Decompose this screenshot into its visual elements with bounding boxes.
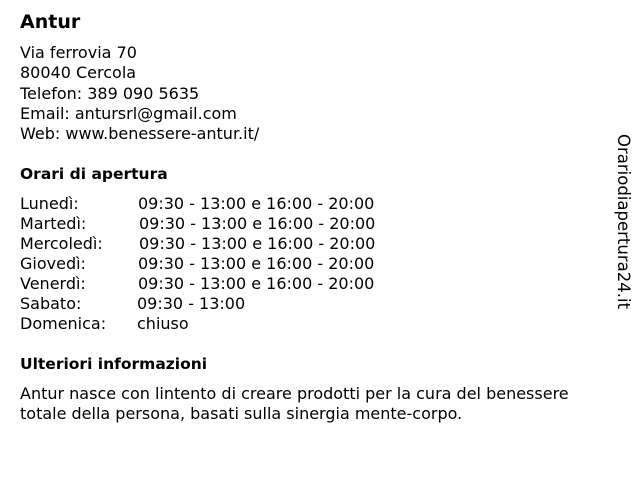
business-name: Antur <box>20 11 81 33</box>
additional-info-text <box>20 384 620 424</box>
phone-line: Telefon: 389 090 5635 <box>20 83 200 103</box>
info-line: Antur nasce con lintento di creare prodotti per la cura del benessere <box>20 384 569 403</box>
day-label: Venerdì: <box>20 274 86 293</box>
time-range: 09:30 - 13:00 e 16:00 - 20:00 <box>138 274 375 293</box>
time-range: 09:30 - 13:00 <box>137 294 246 313</box>
website-line: Web: www.benessere-antur.it/ <box>20 124 260 144</box>
time-range: 09:30 - 13:00 e 16:00 - 20:00 <box>139 234 376 253</box>
day-label: Mercoledì: <box>20 234 103 253</box>
day-label: Domenica: <box>20 314 107 333</box>
opening-hours-heading: Orari di apertura <box>20 165 168 183</box>
day-label: Martedì: <box>20 214 87 233</box>
day-label: Lunedì: <box>20 194 79 213</box>
time-range: 09:30 - 13:00 e 16:00 - 20:00 <box>139 214 376 233</box>
business-contact-block <box>20 43 259 144</box>
address-street: Via ferrovia 70 <box>20 43 137 62</box>
site-watermark: Orariodiapertura24.it <box>614 134 633 310</box>
info-line: totale della persona, basati sulla sinergia mente-corpo. <box>20 404 463 423</box>
time-range: chiuso <box>137 314 189 333</box>
time-range: 09:30 - 13:00 e 16:00 - 20:00 <box>138 194 375 213</box>
day-label: Sabato: <box>20 294 82 313</box>
email-line: Email: antursrl@gmail.com <box>20 103 237 123</box>
day-label: Giovedì: <box>20 254 86 273</box>
time-range: 09:30 - 13:00 e 16:00 - 20:00 <box>138 254 375 273</box>
additional-info-heading: Ulteriori informazioni <box>20 355 208 373</box>
address-city: 80040 Cercola <box>20 63 137 83</box>
